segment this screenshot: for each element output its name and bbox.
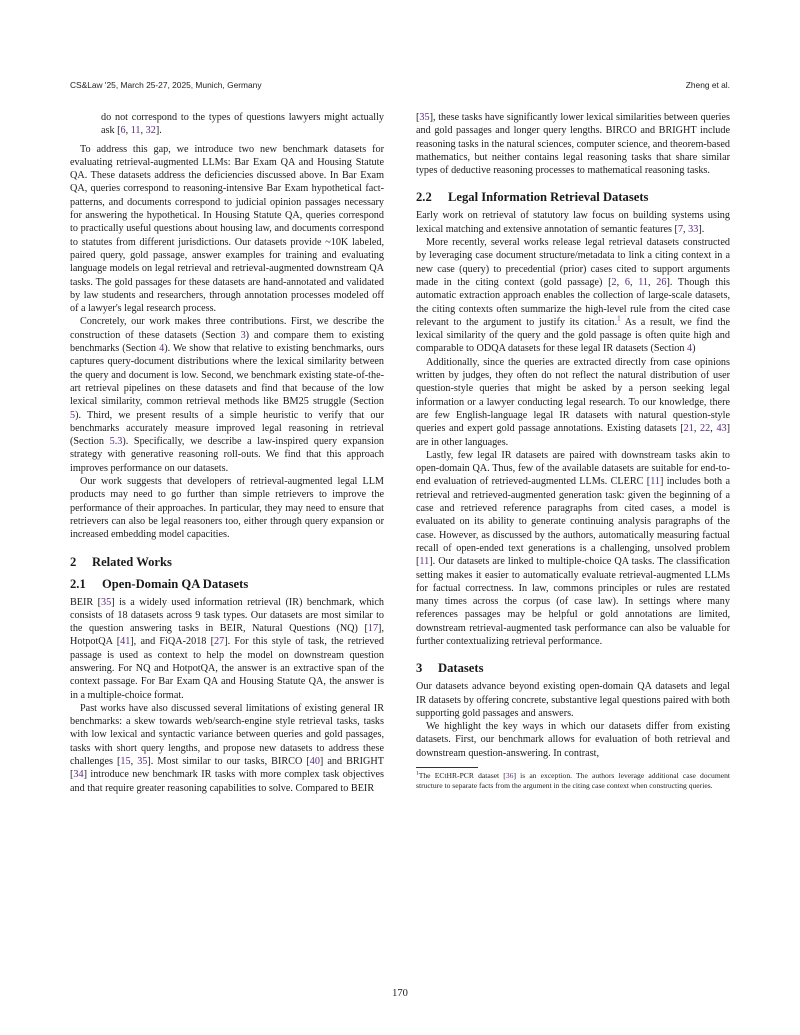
paragraph-key-differences: We highlight the key ways in which our datasets differ from existing datasets. First, our benchmark allows for evaluation of both retrieval and downstream question-answering. In contrast, (416, 721, 730, 759)
quote-continuation: do not correspond to the types of questions lawyers might actually ask [6, 11, 32]. (101, 112, 384, 137)
paragraph-limitations: Past works have also discussed several limitations of existing general IR benchmarks: a skew towards web/search-engine style retrieval tasks, tasks with low lexical and syntactic variance between queries and gold passages, tasks with short query lengths, and propose new datasets to address these challenges [15, 35]. Most similar to our tasks, BIRCO [40] and BRIGHT [34] introduce new benchmark IR tasks with more complex task objectives and that require greater reasoning capabilities to solve. Compared to BEIR (70, 702, 384, 794)
paragraph-intro-datasets: To address this gap, we introduce two new benchmark datasets for evaluating retrieval-augmented LLMs: Bar Exam QA and Housing Statute QA. These datasets address the deficiencies discussed above. In Bar Exam QA, queries correspond to reasoning-intensive Bar Exam hypothetical fact-patterns, and documents correspond to judicial opinion passages necessary for answering the hypothetical. In Housing Statute QA, queries correspond to practically useful questions about housing law, and documents correspond to statutes from different jurisdictions. Our datasets provide ~10K labeled, paired query, gold passage, answer examples for training and evaluating language models on legal retrieval and retrieval-augmented downstream QA tasks. The gold passages for these datasets are hand-annotated and validated by law students and researchers, through annotation processes modeled off of a lawyer's legal research process. (70, 143, 384, 315)
section-link[interactable]: 4 (687, 343, 693, 355)
citation[interactable]: 35 (137, 756, 148, 768)
section-link[interactable]: 4 (159, 343, 165, 355)
citation[interactable]: 33 (688, 223, 699, 235)
citation[interactable]: 27 (214, 636, 225, 648)
citation[interactable]: 32 (145, 125, 156, 137)
citation[interactable]: 43 (716, 423, 727, 435)
paragraph-downstream-tasks: Lastly, few legal IR datasets are paired with downstream tasks akin to open-domain QA. Thus, few of the available datasets are suitable for end-to-end evaluation of retrieved-augmented LLMs. CLERC [11] includes both a retrieval and retrieved-augmented generation task: given the beginning of a case and retrieved reference paragraphs from cited cases, a model is evaluated on its ability to generate continuing analysis paragraphs of the case. However, as discussed by the authors, automatically measuring factual recall of open-ended text generations is a challenging, unsolved problem [11]. Our datasets are linked to multiple-choice QA tasks. The classification setting makes it easier to automatically evaluate retrieval-augmented LLMs for factual correctness. In law, commons principles or rules are restated many times across the corpus (of case law). In settings where many references passages may be helpful or gold annotations are limited, downstream retrieval-augmented task performance can also be valuable for further contextualizing retrieval performance. (416, 449, 730, 647)
footnote: $^1$The ECtHR-PCR dataset [36] is an exception. The authors leverage additional case document structure to separate facts from the argument in the citing case context when constructing queries. (416, 770, 730, 790)
page-number: 170 (392, 988, 408, 999)
citation[interactable]: 11 (638, 276, 648, 288)
section-link[interactable]: 5 (70, 409, 76, 421)
section-link[interactable]: 5.3 (109, 436, 123, 448)
paragraph-recent-works: More recently, several works release legal retrieval datasets constructed by leveraging case document structure/metadata to link a citing context in a new case (query) to precedential (prior) cases cited to support arguments made in the citing context (gold passage) [2, 6, 11, 26]. Though this automatic extraction approach enables the collection of large-scale datasets, the citing contexts often summarize the high-level rule from the cited case relevant to the argument to justify its citation.$^1$ As a result, we find the lexical similarity of the query and the gold passage is often quite high and comparable to ODQA datasets for these legal IR datasets (Section 4) (416, 237, 731, 355)
paragraph-implications: Our work suggests that developers of retrieval-augmented legal LLM products may need to go further than simple retrievers to improve the performance of their approaches. In particular, they may need to ensure that retrievers can also be legal reasoners too, either through query expansion or increased embedding model capacities. (70, 476, 384, 541)
citation[interactable]: 40 (309, 756, 320, 768)
section-heading-related-works: 2 Related Works (70, 554, 172, 569)
paragraph-contributions: Concretely, our work makes three contributions. First, we describe the construction of these datasets (Section 3) and compare them to existing benchmarks (Section 4). We show that relative to existing benchmarks, ours captures query-document distributions where the lexical similarity between the query and document is low. Second, we benchmark existing state-of-the-art retrieval pipelines on these datasets and find that because of the low lexical similarity, common retrieval methods like BM25 struggle (Section 5). Third, we present results of a simple heuristic to verify that our benchmarks accurately measure improved legal reasoning in retrieval (Section 5.3). Specifically, we describe a law-inspired query expansion strategy with generative reasoning roll-outs. We find that this approach improves performance on our datasets. (70, 316, 385, 474)
header-venue: CS&Law '25, March 25-27, 2025, Munich, Germany (70, 80, 262, 90)
paragraph-beir: BEIR [35] is a widely used information retrieval (IR) benchmark, which consists of 18 datasets across 9 task types. Our datasets are most similar to the question answering tasks in BEIR, Natural Questions (NQ) [17], HotpotQA [41], and FiQA-2018 [27]. For this style of task, the retrieved passage is used as context to help the model on downstream question answering. For NQ and HotpotQA, the answer is an extractive span of the context passage. For Bar Exam QA and Housing Statute QA, the answer is in a multiple-choice format. (70, 596, 385, 701)
citation[interactable]: 11 (130, 125, 141, 137)
footnote-marker[interactable]: 1 (617, 314, 621, 323)
left-column (70, 111, 384, 795)
citation[interactable]: 15 (120, 756, 131, 768)
subsection-heading-odqa: 2.1 Open-Domain QA Datasets (70, 576, 249, 591)
citation[interactable]: 22 (700, 423, 711, 435)
header-authors: Zheng et al. (685, 80, 730, 90)
citation[interactable]: 35 (419, 112, 430, 123)
paragraph-early-work: Early work on retrieval of statutory law focus on building systems using lexical matching and extensive annotation of semantic features [7, 33]. (416, 210, 730, 235)
subsection-heading-legal-ir: 2.2 Legal Information Retrieval Datasets (416, 190, 649, 205)
citation[interactable]: 11 (419, 556, 430, 568)
paragraph-query-distribution: Additionally, since the queries are extracted directly from case opinions written by judges, they often do not reflect the natural distribution of user question-style queries that might be asked by a person seeking legal information or a lawyer conducting legal research. To our knowledge, there are few English-language legal IR datasets with natural question-style queries and expert gold passage annotations. Existing datasets [21, 22, 43] are in other languages. (416, 356, 731, 448)
citation[interactable]: 21 (683, 423, 694, 435)
right-column (416, 111, 730, 790)
citation[interactable]: 6 (120, 125, 126, 137)
paragraph-birco-bright: [35], these tasks have significantly lower lexical similarities between queries and gold passages and longer query lengths. BIRCO and BRIGHT include reasoning tasks in the natural sciences, computer science, and theorem-based mathematics, but neither contains legal reasoning tasks that share similar types of deductive reasoning processes to mathematical reasoning tasks. (416, 112, 730, 177)
citation[interactable]: 11 (650, 476, 660, 488)
citation[interactable]: 26 (656, 276, 667, 288)
citation[interactable]: 17 (367, 623, 379, 635)
citation[interactable]: 7 (677, 223, 684, 235)
section-link[interactable]: 3 (240, 329, 246, 341)
citation[interactable]: 6 (624, 276, 630, 288)
section-heading-datasets: 3 Datasets (416, 661, 484, 676)
running-header (70, 80, 730, 94)
footnote-divider (416, 767, 478, 768)
citation[interactable]: 2 (611, 276, 617, 288)
citation[interactable]: 36 (505, 771, 514, 781)
citation[interactable]: 41 (120, 636, 131, 648)
citation[interactable]: 34 (73, 769, 84, 781)
citation[interactable]: 35 (101, 596, 112, 608)
paragraph-datasets-advance: Our datasets advance beyond existing open-domain QA datasets and legal IR datasets by offering concrete, substantive legal questions paired with both supporting gold passages and answers. (416, 681, 730, 719)
